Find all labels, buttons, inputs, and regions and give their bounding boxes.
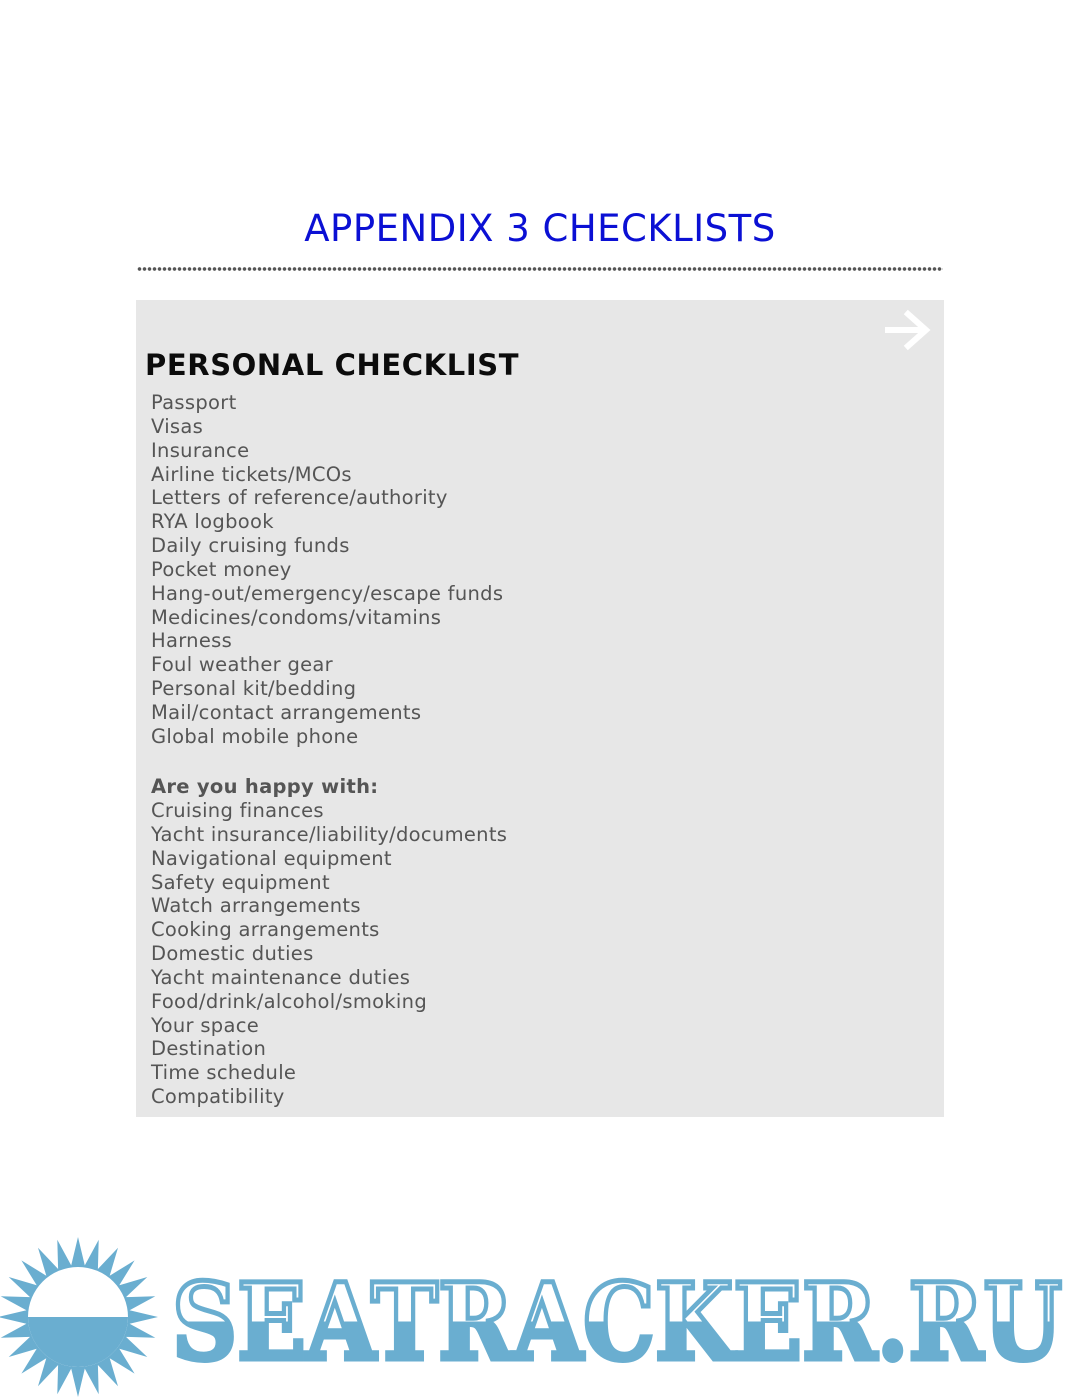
right-arrow-icon[interactable]: [884, 308, 936, 352]
list-item: Cruising finances: [151, 799, 324, 822]
list-item: Insurance: [151, 438, 250, 462]
list-item: Watch arrangements: [151, 894, 361, 918]
list-item: Personal kit/bedding: [151, 677, 357, 701]
list-item: Passport: [151, 391, 237, 414]
list-item: Daily cruising funds: [151, 534, 350, 558]
list-item: Cooking arrangements: [151, 918, 380, 942]
list-item: Visas: [151, 414, 204, 438]
list-item: Foul weather gear: [151, 653, 333, 677]
sun-icon: [0, 1237, 158, 1397]
list-item: Compatibility: [151, 1085, 285, 1109]
happy-with-subheading: Are you happy with:: [151, 775, 379, 798]
personal-items-list: [151, 391, 503, 749]
list-item: Domestic duties: [151, 942, 314, 966]
list-item: Airline tickets/MCOs: [151, 462, 352, 486]
list-item: Letters of reference/authority: [151, 486, 448, 510]
list-item: Global mobile phone: [151, 724, 359, 748]
personal-checklist-panel: [136, 300, 944, 1117]
list-item: Time schedule: [151, 1061, 297, 1085]
checklist-title: PERSONAL CHECKLIST: [145, 348, 520, 382]
list-item: Food/drink/alcohol/smoking: [151, 989, 427, 1013]
page-title: APPENDIX 3 CHECKLISTS: [304, 207, 776, 250]
list-item: Hang-out/emergency/escape funds: [151, 581, 504, 605]
happy-with-list: [151, 799, 507, 1109]
list-item: Navigational equipment: [151, 846, 392, 870]
list-item: Yacht insurance/liability/documents: [151, 822, 508, 846]
list-item: Medicines/condoms/vitamins: [151, 605, 442, 629]
list-item: Pocket money: [151, 557, 292, 581]
list-item: Mail/contact arrangements: [151, 700, 422, 724]
seatracker-watermark: [0, 1237, 1080, 1397]
dotted-divider: [137, 266, 943, 272]
list-item: RYA logbook: [151, 510, 274, 534]
list-item: Your space: [151, 1013, 260, 1037]
list-item: Safety equipment: [151, 870, 330, 894]
list-item: Destination: [151, 1037, 267, 1061]
watermark-text: SEATRACKER.RU: [172, 1259, 1062, 1384]
list-item: Harness: [151, 629, 233, 653]
list-item: Yacht maintenance duties: [151, 965, 411, 989]
